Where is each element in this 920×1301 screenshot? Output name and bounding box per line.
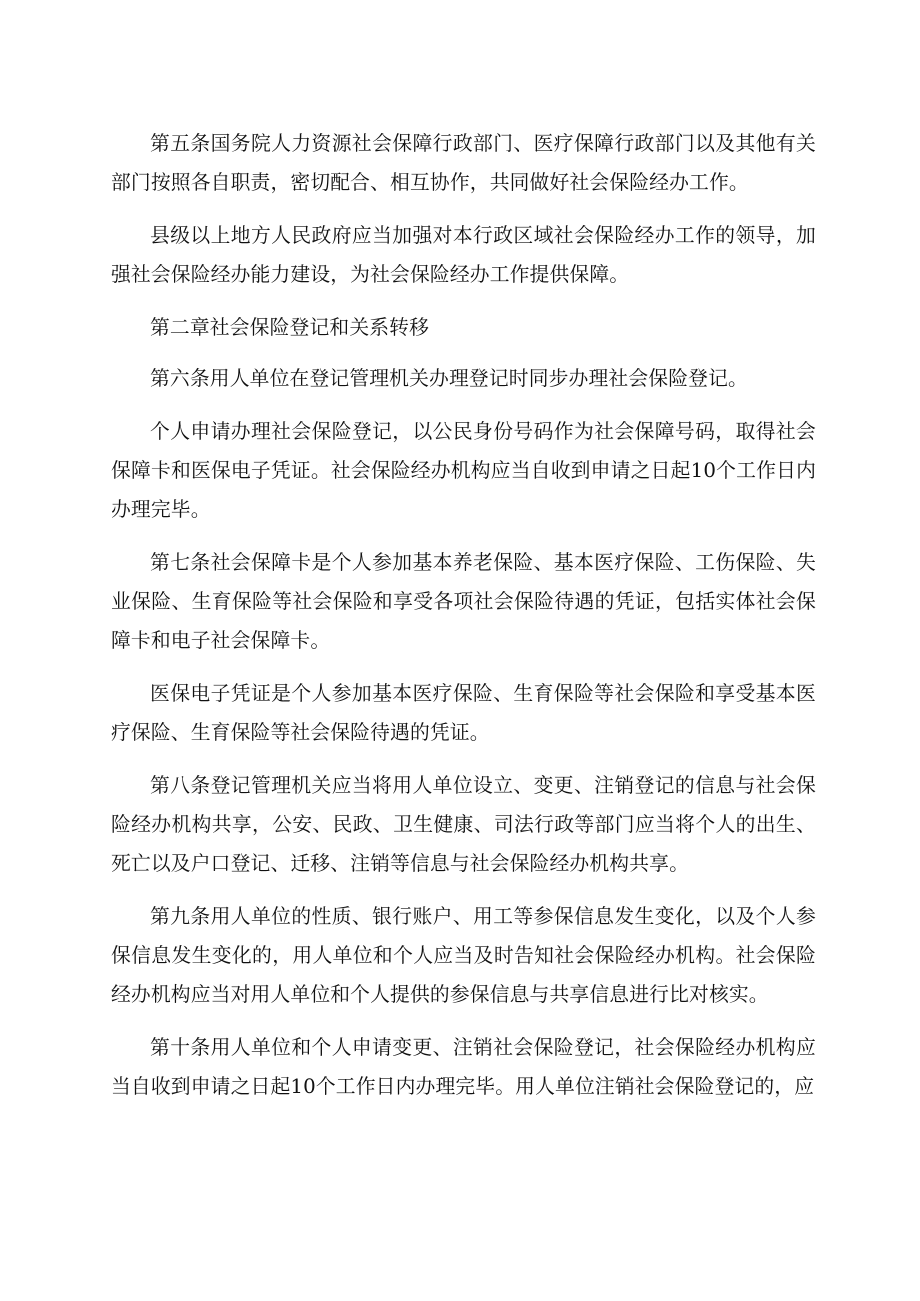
paragraph-article-5: 第五条国务院人力资源社会保障行政部门、医疗保障行政部门以及其他有关部门按照各自职责，密切配合、相互协作，共同做好社会保险经办工作。 bbox=[111, 132, 816, 194]
paragraph-medical-insurance-voucher: 医保电子凭证是个人参加基本医疗保险、生育保险等社会保险和享受基本医疗保险、生育保险等社会保险待遇的凭证。 bbox=[111, 682, 816, 744]
paragraph-local-government: 县级以上地方人民政府应当加强对本行政区域社会保险经办工作的领导，加强社会保险经办能力建设，为社会保险经办工作提供保障。 bbox=[111, 224, 816, 286]
paragraph-article-9: 第九条用人单位的性质、银行账户、用工等参保信息发生变化，以及个人参保信息发生变化的，用人单位和个人应当及时告知社会保险经办机构。社会保险经办机构应当对用人单位和个人提供的参保信息与共享信息进行比对核实。 bbox=[111, 905, 816, 1006]
paragraph-article-7: 第七条社会保障卡是个人参加基本养老保险、基本医疗保险、工伤保险、失业保险、生育保险等社会保险和享受各项社会保险待遇的凭证，包括实体社会保障卡和电子社会保障卡。 bbox=[111, 551, 816, 652]
paragraph-article-8: 第八条登记管理机关应当将用人单位设立、变更、注销登记的信息与社会保险经办机构共享，公安、民政、卫生健康、司法行政等部门应当将个人的出生、死亡以及户口登记、迁移、注销等信息与社会保险经办机构共享。 bbox=[111, 774, 816, 875]
paragraph-article-10: 第十条用人单位和个人申请变更、注销社会保险登记，社会保险经办机构应当自收到申请之日起10个工作日内办理完毕。用人单位注销社会保险登记的，应 bbox=[111, 1036, 816, 1098]
paragraph-article-6: 第六条用人单位在登记管理机关办理登记时同步办理社会保险登记。 bbox=[150, 367, 748, 390]
chapter-heading: 第二章社会保险登记和关系转移 bbox=[150, 316, 430, 339]
paragraph-personal-registration: 个人申请办理社会保险登记，以公民身份号码作为社会保障号码，取得社会保障卡和医保电子凭证。社会保险经办机构应当自收到申请之日起10个工作日内办理完毕。 bbox=[111, 420, 816, 521]
document-body bbox=[111, 124, 816, 1120]
